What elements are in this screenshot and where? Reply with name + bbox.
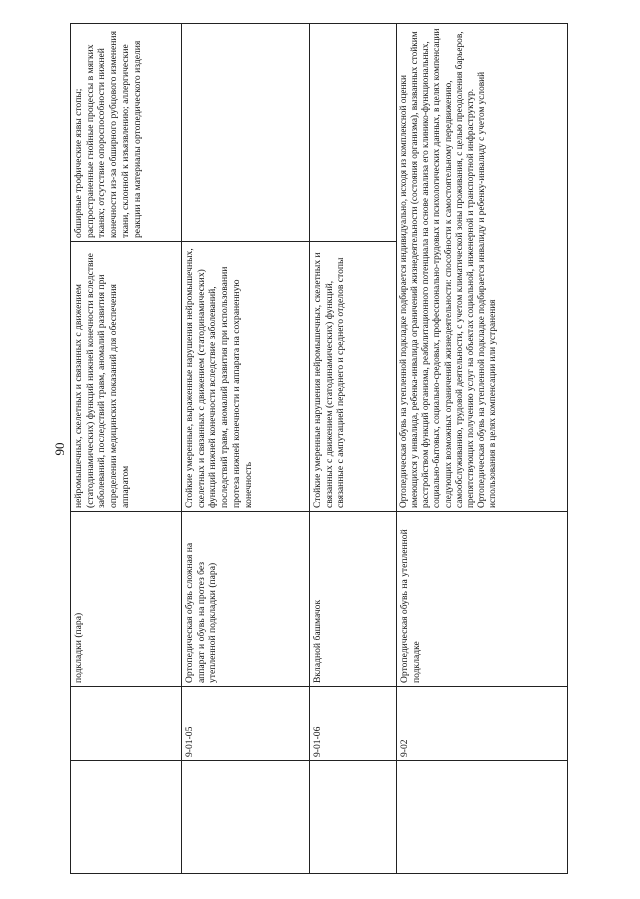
- indications-cell: Стойкие умеренные, выраженные нарушения нейромышечных, скелетных и связанных с движением (статодинамических) функций нижней конечности вследствие заболеваний, последствий травм, аномалий развития при использовании протеза нижней конечности и аппарата на сохраненную конечность: [182, 242, 310, 512]
- code-cell: 9-01-06: [310, 687, 397, 761]
- description-paragraph: Ортопедическая обувь на утепленной подкладке подбирается инвалиду и ребенку-инвалиду с учетом условий использования в целях компенсации или устранения: [477, 71, 499, 508]
- group-description-cell: [397, 24, 568, 512]
- contraindications-cell: [182, 24, 310, 242]
- indications-cell: нейромышечных, скелетных и связанных с движением (статодинамических) функций нижней конечности вследствие заболеваний, последствий травм, аномалий развития при определении медицинских показаний для обеспечения аппаратом: [71, 242, 182, 512]
- blank-cell: [310, 761, 397, 874]
- product-name-cell: подкладки (пара): [71, 512, 182, 687]
- description-paragraph: Ортопедическая обувь на утепленной подкладке подбирается индивидуально, исходя из комплексной оценки имеющихся у инвалида, ребенка-инвалида ограничений жизнедеятельности (состояния организма), вызванных стойким расстройством функций организма, реабилитационного потенциала на основе анализа его клинико-функциональных, социально-бытовых, социально-средовых, профессионально-трудовых и психологических данных, в целях компенсации следующих возможных ограничений жизнедеятельности: способности к самостоятельному передвижению, самообслуживанию, трудовой деятельности, с учетом климатической зоны проживания, с целью преодоления барьеров, препятствующих получению услуг на объектах социальной, инженерной и транспортной инфраструктур.: [399, 28, 476, 508]
- orthopedic-footwear-table: [70, 23, 568, 874]
- contraindications-cell: обширные трофические язвы стопы; распространенные гнойные процессы в мягких тканях; отсутствие опороспособности нижней конечности из-за обширного рубцового изменения ткани, склонной к изъязвлению; аллергические реакции на материалы ортопедического изделия: [71, 24, 182, 242]
- page-number: 90: [52, 442, 67, 456]
- code-cell: 9-02: [397, 687, 568, 761]
- table-row: [182, 24, 310, 874]
- blank-cell: [397, 761, 568, 874]
- table-row: [310, 24, 397, 874]
- code-cell: [71, 687, 182, 761]
- product-name-cell: Ортопедическая обувь сложная на аппарат и обувь на протез без утепленной подкладки (пара): [182, 512, 310, 687]
- product-name-cell: Вкладной башмачок: [310, 512, 397, 687]
- table-row: [71, 24, 182, 874]
- rotated-table-container: [70, 24, 567, 874]
- table-row: [397, 24, 568, 874]
- contraindications-cell: [310, 24, 397, 242]
- blank-cell: [71, 761, 182, 874]
- code-cell: 9-01-05: [182, 687, 310, 761]
- product-name-cell: Ортопедическая обувь на утепленной подкладке: [397, 512, 568, 687]
- blank-cell: [182, 761, 310, 874]
- indications-cell: Стойкие умеренные нарушения нейромышечных, скелетных и связанных с движением (статодинамических) функций, связанные с ампутацией переднего и среднего отделов стопы: [310, 242, 397, 512]
